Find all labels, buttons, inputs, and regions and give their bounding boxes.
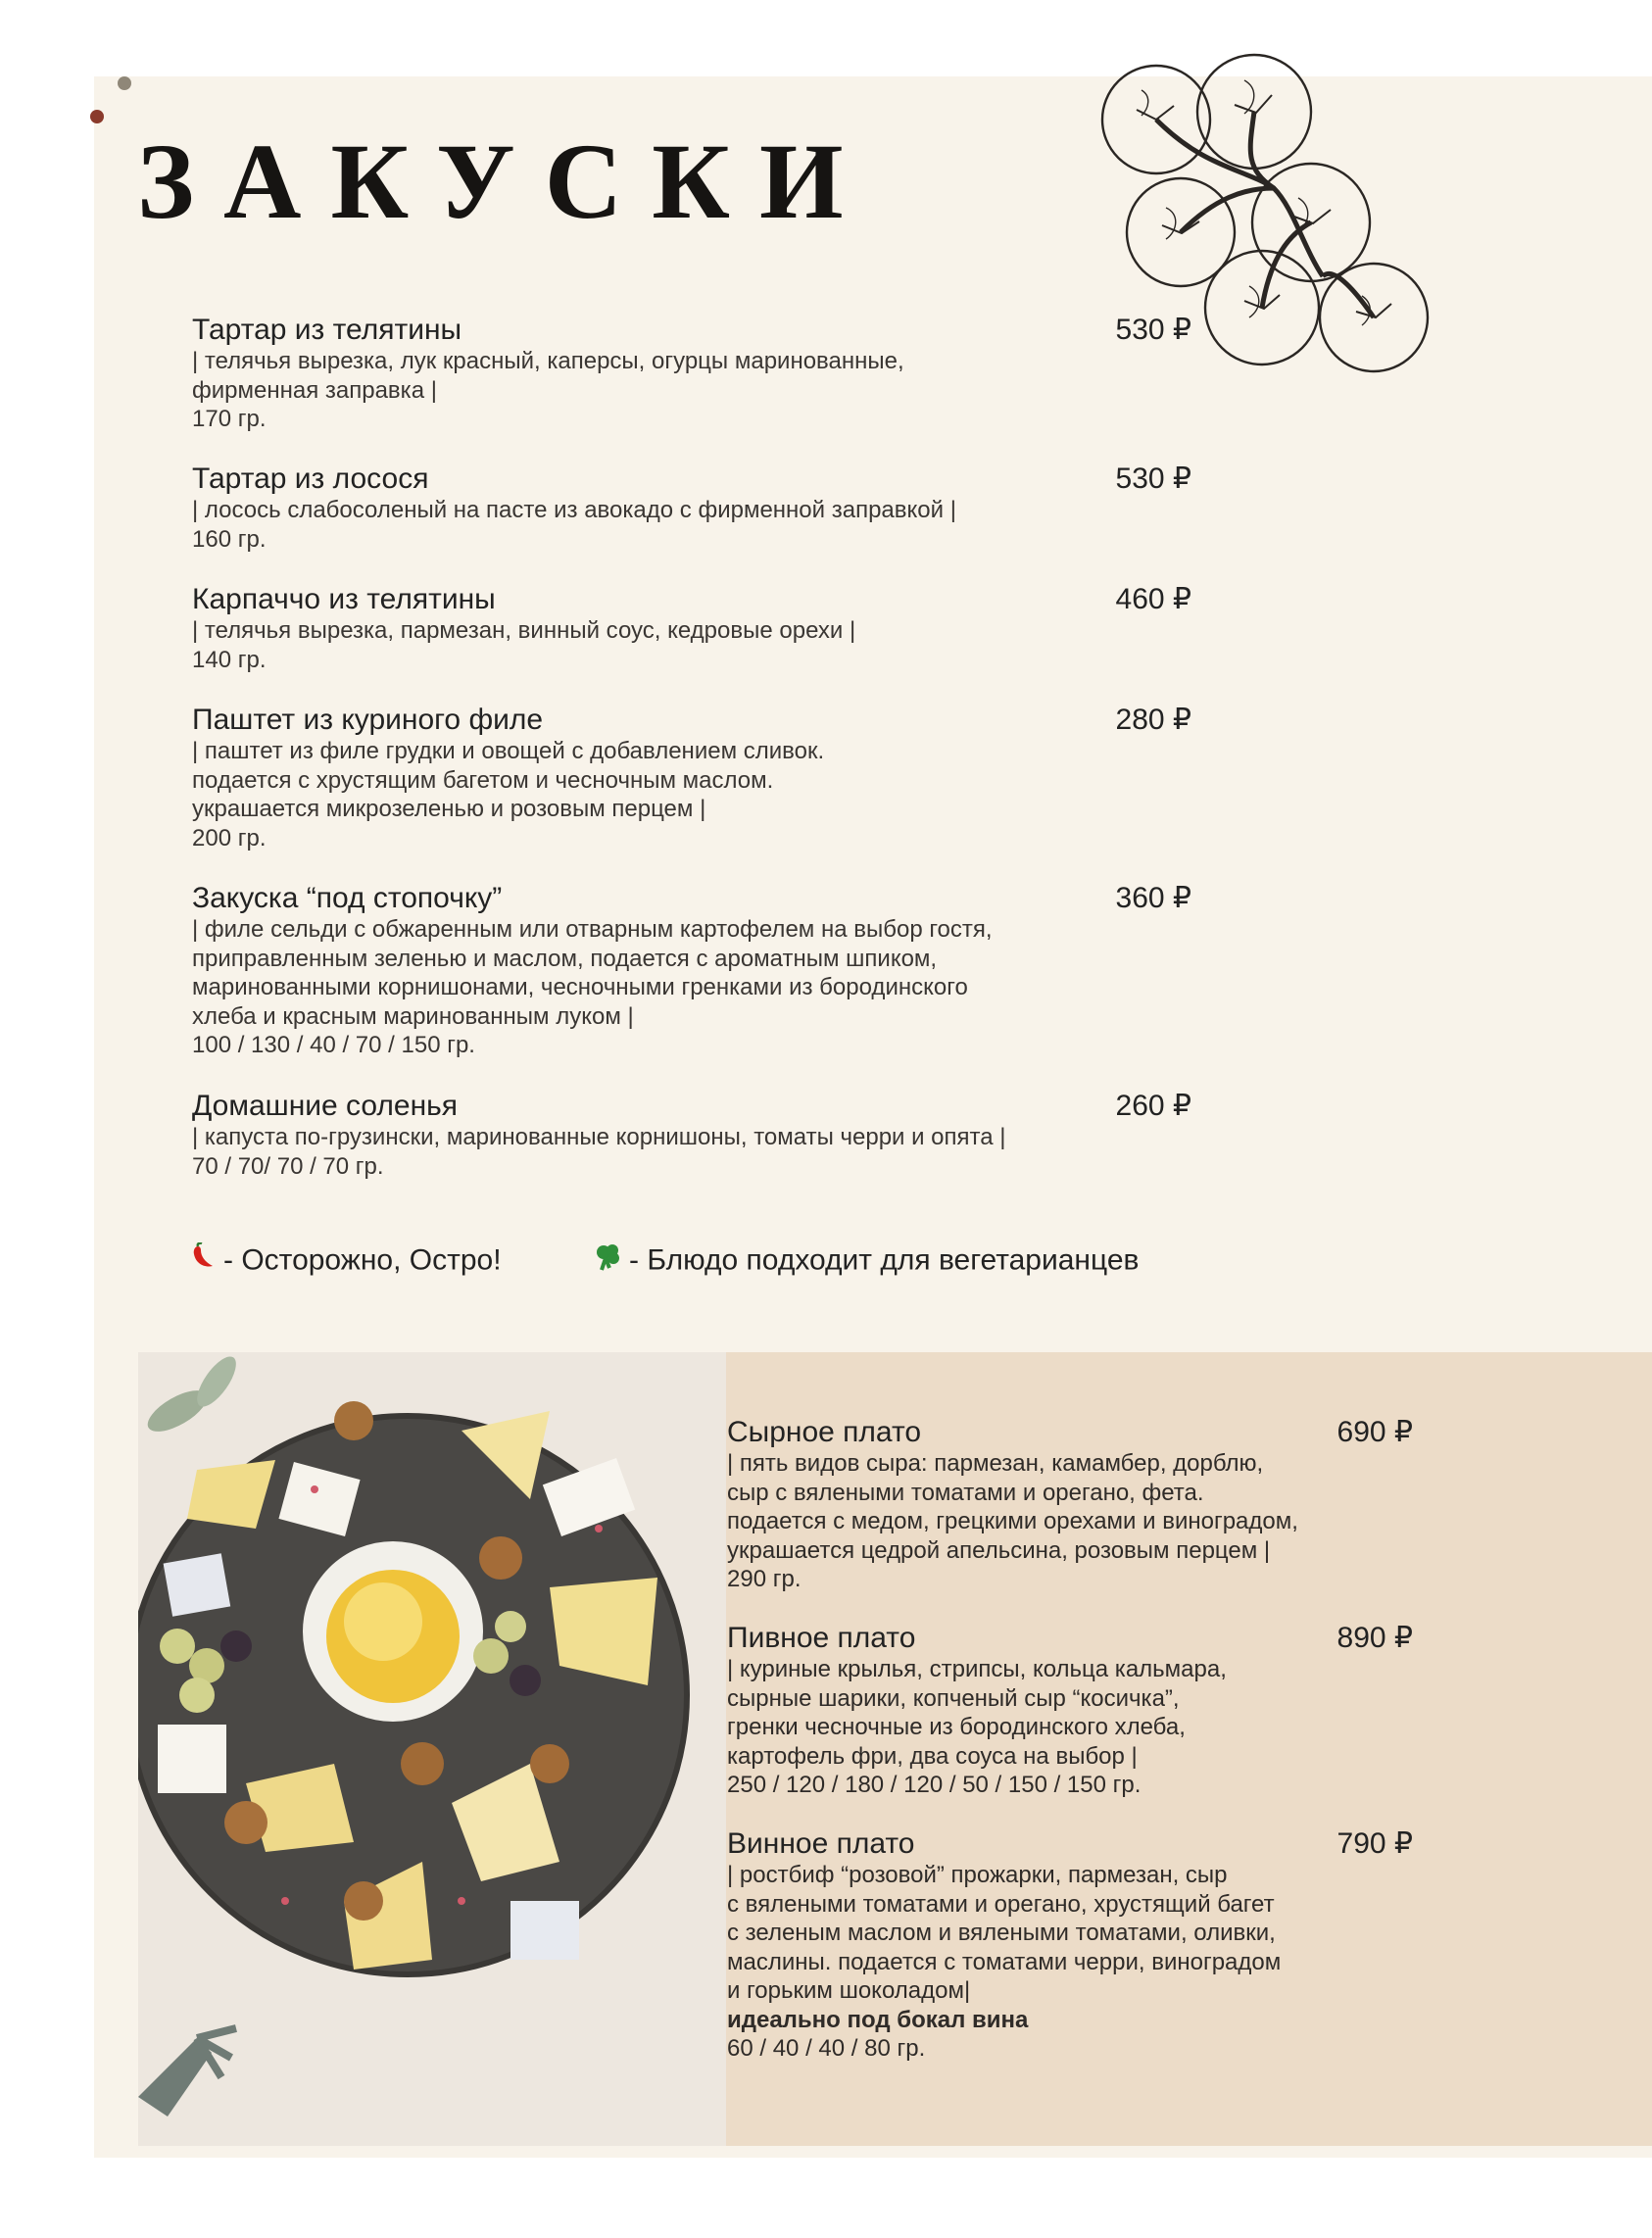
item-price: 260 ₽ — [1115, 1090, 1191, 1122]
item-description: | телячья вырезка, пармезан, винный соус, кедровые орехи | 140 гр. — [192, 617, 856, 673]
list-item — [727, 1416, 1413, 1594]
pin-decoration — [90, 110, 104, 123]
cheese-platter-photo — [138, 1352, 726, 2146]
list-item — [192, 882, 1191, 1060]
item-price: 460 ₽ — [1115, 583, 1191, 615]
item-name: Карпаччо из телятины — [192, 583, 496, 615]
list-item — [727, 1622, 1413, 1800]
legend-vegetarian-label: - Блюдо подходит для вегетарианцев — [629, 1243, 1140, 1277]
item-description: | паштет из филе грудки и овощей с добавлением сливок. подается с хрустящим багетом и чесночным маслом. украшается микрозеленью и розовым перцем | 200 гр. — [192, 738, 825, 851]
item-name: Паштет из куриного филе — [192, 704, 544, 736]
list-item — [192, 314, 1191, 434]
item-price: 530 ₽ — [1115, 462, 1191, 495]
page-title: ЗАКУСКИ — [137, 122, 873, 241]
item-description: | капуста по-грузински, маринованные корнишоны, томаты черри и опята | 70 / 70/ 70 / 70 гр. — [192, 1124, 1006, 1180]
chili-pepper-icon — [192, 1242, 218, 1281]
item-description: | филе сельди с обжаренным или отварным картофелем на выбор гостя, приправленным зеленью и маслом, подается с ароматным шпиком, маринованными корнишонами, чесночными гренками из бородинского хлеба и красным маринованным луком | 100 / 130 / 40 / 70 / 150 гр. — [192, 916, 993, 1058]
legend-spicy-label: - Осторожно, Остро! — [223, 1243, 502, 1277]
item-description: | пять видов сыра: пармезан, камамбер, дорблю, сыр с вялеными томатами и орегано, фета. подается с медом, грецкими орехами и виноградом, украшается цедрой апельсина, розовым перцем | 290 гр. — [727, 1450, 1298, 1592]
list-item — [192, 704, 1191, 852]
item-name: Тартар из телятины — [192, 314, 462, 346]
item-name: Тартар из лосося — [192, 462, 429, 495]
item-weight: 60 / 40 / 40 / 80 гр. — [727, 2035, 926, 2062]
item-description: | телячья вырезка, лук красный, каперсы, огурцы маринованные, фирменная заправка | 170 гр. — [192, 348, 904, 432]
item-price: 280 ₽ — [1115, 704, 1191, 736]
item-description: | ростбиф “розовой” прожарки, пармезан, сыр с вялеными томатами и орегано, хрустящий багет с зеленым маслом и вялеными томатами, оливки, маслины. подается с томатами черри, виноградом и горьким шоколадом| — [727, 1862, 1282, 2004]
pin-decoration — [118, 76, 131, 90]
item-price: 530 ₽ — [1115, 314, 1191, 346]
item-price: 360 ₽ — [1115, 882, 1191, 914]
item-description: | лосось слабосоленый на пасте из авокадо с фирменной заправкой | 160 гр. — [192, 497, 956, 553]
list-item — [192, 462, 1191, 554]
item-price: 690 ₽ — [1336, 1416, 1413, 1448]
legend-vegetarian — [594, 1242, 1139, 1281]
item-price: 790 ₽ — [1336, 1827, 1413, 1860]
item-description: | куриные крылья, стрипсы, кольца кальмара, сырные шарики, копченый сыр “косичка”, гренки чесночные из бородинского хлеба, картофель фри, два соуса на выбор | 250 / 120 / 180 / 120 / 50 / 150 / 150 гр. — [727, 1656, 1227, 1798]
list-item — [192, 1090, 1191, 1181]
list-item — [192, 583, 1191, 674]
item-price: 890 ₽ — [1336, 1622, 1413, 1654]
item-note: идеально под бокал вина — [727, 2006, 1029, 2033]
item-name: Закуска “под стопочку” — [192, 882, 503, 914]
item-name: Винное плато — [727, 1827, 915, 1860]
item-name: Пивное плато — [727, 1622, 916, 1654]
item-name: Домашние соленья — [192, 1090, 459, 1122]
broccoli-icon — [594, 1242, 623, 1281]
list-item — [727, 1827, 1413, 2064]
item-name: Сырное плато — [727, 1416, 922, 1448]
legend-spicy — [192, 1242, 502, 1281]
